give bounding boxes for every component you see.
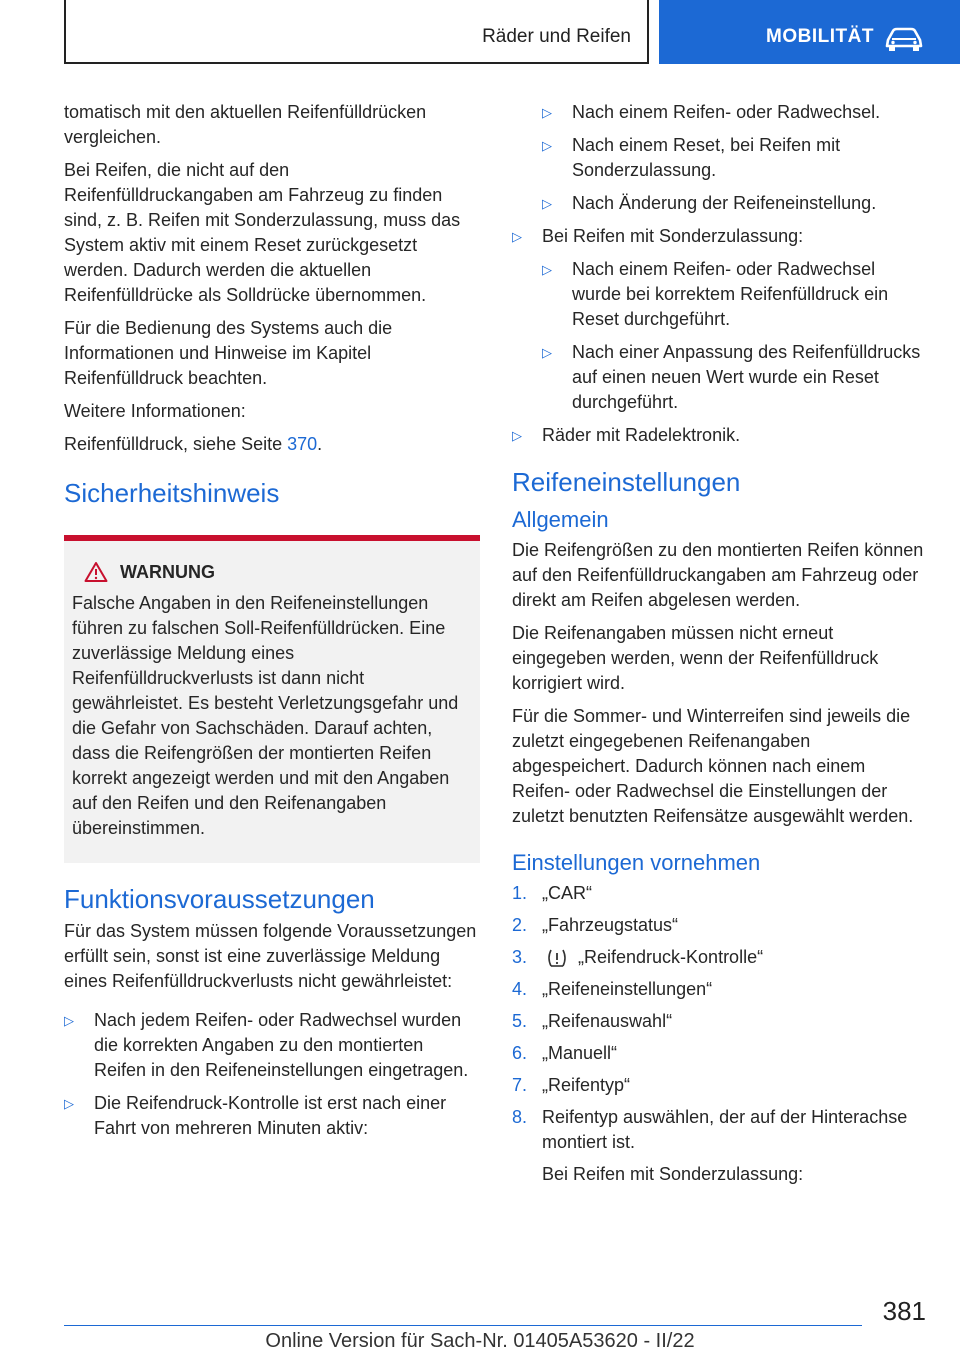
list-item (512, 423, 927, 448)
step-number: 2. (512, 915, 528, 935)
list-text: Die Reifendruck-Kontrolle ist erst nach einer Fahrt von mehreren Minuten aktiv: (94, 1093, 447, 1138)
page-link[interactable]: 370 (287, 434, 318, 454)
footer-text: Online Version für Sach-Nr. 01405A53620 - II/22 (265, 1330, 695, 1352)
cross-reference (64, 432, 480, 457)
list-item (542, 133, 927, 183)
step-number: 4. (512, 979, 528, 999)
section-title: Räder und Reifen (482, 26, 631, 47)
heading-requirements: Funktionsvoraussetzungen (64, 884, 375, 914)
bullet-triangle-icon: ▷ (542, 138, 552, 153)
bullet-triangle-icon: ▷ (542, 105, 552, 120)
bullet-triangle-icon: ▷ (512, 229, 522, 244)
bullet-triangle-icon: ▷ (64, 1013, 74, 1028)
step-text: „Fahrzeugstatus“ (542, 915, 679, 935)
step-continuation: Bei Reifen mit Sonderzulassung: (542, 1164, 804, 1184)
numbered-step (512, 913, 927, 938)
numbered-step (512, 977, 927, 1002)
paragraph: Die Reifengrößen zu den montierten Reifen können auf den Reifenfülldruckangaben am Fahrzeug oder direkt am Reifen abgelesen werden. (512, 540, 924, 610)
step-number: 1. (512, 883, 528, 903)
step-text: „Reifenauswahl“ (542, 1011, 673, 1031)
list-item (512, 224, 927, 249)
paragraph: Weitere Informationen: (64, 401, 246, 421)
numbered-step (512, 1041, 927, 1066)
warning-title: WARNUNG (120, 561, 215, 582)
chapter-title: MOBILITÄT (766, 26, 874, 47)
step-text: „Reifendruck-Kontrolle“ (578, 947, 764, 967)
heading-make-settings: Einstellungen vornehmen (512, 850, 761, 875)
heading-tire-settings: Reifeneinstellungen (512, 467, 741, 497)
paragraph: Für die Bedienung des Systems auch die Informationen und Hinweise im Kapitel Reifenfülldruck beachten. (64, 318, 393, 388)
list-text: Nach jedem Reifen- oder Radwechsel wurden die korrekten Angaben zu den montierten Reifen in den Reifeneinstellungen eingetragen. (94, 1010, 469, 1080)
list-text: Nach Änderung der Reifeneinstellung. (572, 193, 877, 213)
bullet-triangle-icon: ▷ (542, 196, 552, 211)
list-item (542, 191, 927, 216)
paragraph: Für das System müssen folgende Voraussetzungen erfüllt sein, sonst ist eine zuverlässige Meldung eines Reifenfülldruckverlusts nicht gewährleistet: (64, 921, 477, 991)
step-text: „Reifentyp“ (542, 1075, 631, 1095)
bullet-triangle-icon: ▷ (512, 428, 522, 443)
list-text: Nach einem Reifen- oder Radwechsel wurde bei korrektem Reifenfülldruck ein Reset durchgeführt. (572, 259, 889, 329)
list-text: Bei Reifen mit Sonderzulassung: (542, 226, 804, 246)
bullet-triangle-icon: ▷ (542, 345, 552, 360)
numbered-step (512, 945, 927, 970)
step-text: Reifentyp auswählen, der auf der Hinterachse montiert ist. (542, 1107, 908, 1152)
reference-end: . (317, 434, 323, 454)
footer-divider (64, 1325, 862, 1326)
step-text: „Reifeneinstellungen“ (542, 979, 713, 999)
reference-text: Reifenfülldruck, siehe Seite (64, 434, 288, 454)
paragraph: Die Reifenangaben müssen nicht erneut eingegeben werden, wenn der Reifenfülldruck korrigiert wird. (512, 623, 879, 693)
step-number: 3. (512, 947, 528, 967)
numbered-step (512, 1073, 927, 1098)
heading-safety: Sicherheitshinweis (64, 478, 280, 508)
step-body (542, 945, 927, 970)
list-text: Räder mit Radelektronik. (542, 425, 741, 445)
paragraph: Bei Reifen, die nicht auf den Reifenfülldruckangaben am Fahrzeug zu finden sind, z. B. Reifen mit Sonderzulassung, muss das System aktiv mit einem Reset zurückgesetzt werden. Dadurch werden die aktuellen Reifenfülldrücke als Solldrücke übernommen. (64, 160, 461, 305)
list-item (542, 257, 927, 332)
bullet-triangle-icon: ▷ (542, 262, 552, 277)
step-number: 7. (512, 1075, 528, 1095)
list-text: Nach einem Reifen- oder Radwechsel. (572, 102, 881, 122)
step-text: „Manuell“ (542, 1043, 618, 1063)
step-text: „CAR“ (542, 883, 592, 903)
step-number: 5. (512, 1011, 528, 1031)
list-text: Nach einer Anpassung des Reifenfülldrucks auf einen neuen Wert wurde ein Reset durchgeführt. (572, 342, 921, 412)
page-number: 381 (882, 1296, 926, 1326)
warning-text: Falsche Angaben in den Reifeneinstellungen führen zu falschen Soll-Reifenfülldrücken. Eine zuverlässige Meldung eines Reifenfülldruckverlusts ist dann nicht gewährleistet. Es besteht Verletzungsgefahr und die Gefahr von Sachschäden. Darauf achten, dass die Reifengrößen der montierten Reifen korrekt angezeigt werden und mit den Angaben auf den Reifen und den Reifenangaben übereinstimmen. (72, 593, 459, 838)
header-chapter-tab (659, 0, 960, 64)
left-column (64, 100, 480, 1149)
step-number: 6. (512, 1043, 528, 1063)
warning-box (64, 535, 480, 863)
header-section-tab (64, 0, 649, 64)
warning-triangle-icon (84, 561, 108, 583)
list-item (542, 100, 927, 125)
numbered-step (512, 1105, 927, 1155)
warning-header (72, 561, 472, 583)
tire-pressure-warning-icon (546, 948, 568, 968)
list-item (64, 1008, 480, 1083)
bullet-triangle-icon: ▷ (64, 1096, 74, 1111)
list-item (542, 340, 927, 415)
numbered-step (512, 1009, 927, 1034)
car-icon (884, 26, 924, 52)
right-column (512, 100, 927, 1194)
paragraph: Für die Sommer- und Winterreifen sind jeweils die zuletzt eingegebenen Reifenangaben abgespeichert. Dadurch können nach einem Reifen- oder Radwechsel die Einstellungen der zuletzt benutzten Reifensätze ausgewählt werden. (512, 706, 914, 826)
step-number: 8. (512, 1107, 528, 1127)
heading-general: Allgemein (512, 507, 609, 532)
list-text: Nach einem Reset, bei Reifen mit Sonderzulassung. (572, 135, 841, 180)
numbered-step (512, 881, 927, 906)
paragraph: tomatisch mit den aktuellen Reifenfülldrücken vergleichen. (64, 102, 427, 147)
list-item (64, 1091, 480, 1141)
